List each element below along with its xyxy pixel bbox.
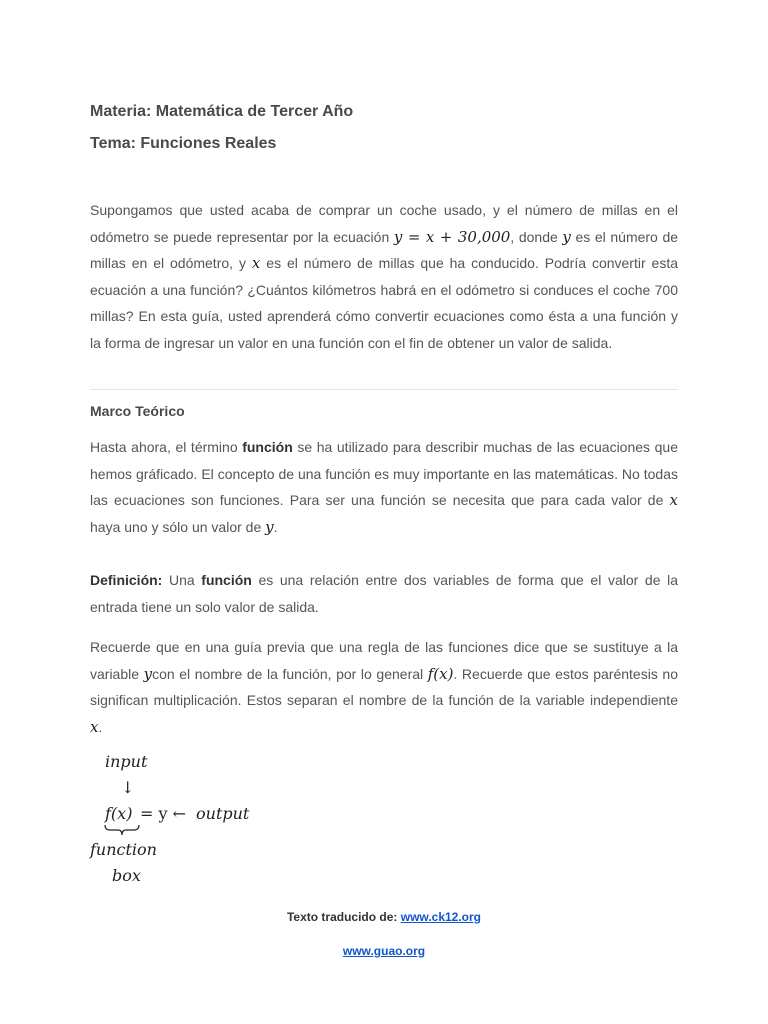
subject-heading: Materia: Matemática de Tercer Año	[90, 103, 354, 120]
diagram-function-label: function	[90, 840, 157, 859]
reminder-paragraph	[90, 634, 678, 740]
reminder-text-2: con el nombre de la función, por lo general	[152, 665, 424, 682]
intro-text-4: es el número de millas que ha conducido. Podría convertir esta ecuación a una función? ¿Cuántos kilómetros habrá en el odómetro si conduces el coche 700 millas? En esta guía, usted aprenderá cómo convertir ecuaciones como ésta a una función y la forma de ingresar un valor en una función con el fin de obtener un valor de salida.	[90, 255, 679, 351]
diagram-output-label: output	[196, 804, 250, 823]
reminder-fx: f(x)	[427, 664, 454, 683]
reminder-text-3: . Recuerde que estos paréntesis no significan multiplicación. Estos separan el nombre de la función de la variable independiente	[90, 665, 678, 708]
guao-link[interactable]: www.guao.org	[342, 944, 426, 958]
definition-bold-term: función	[201, 572, 252, 588]
definition-text-2: es una relación entre dos variables de forma que el valor de la entrada tiene un solo valor de salida.	[90, 572, 678, 615]
definition-paragraph	[90, 567, 678, 620]
theory-text-2: se ha utilizado para describir muchas de las ecuaciones que hemos gráficado. El concepto de una función es muy importante en las matemáticas. No todas las ecuaciones son funciones. Para ser una función se necesita que para cada valor de	[90, 439, 678, 508]
reminder-var-y: y	[143, 664, 153, 683]
theory-text-3: haya uno y sólo un valor de	[90, 518, 262, 535]
section-title: Marco Teórico	[90, 403, 185, 419]
intro-text-3: es el número de millas en el odómetro, y	[90, 228, 679, 271]
theory-var-y: y	[265, 517, 274, 536]
theory-var-x: x	[669, 491, 678, 509]
function-box-diagram	[90, 748, 290, 888]
underbrace-icon	[104, 824, 140, 836]
reminder-var-x: x	[90, 717, 99, 736]
credit-label: Texto traducido de:	[286, 910, 398, 924]
theory-text-4: .	[273, 518, 278, 535]
diagram-equals: = y ←	[140, 804, 187, 823]
ck12-link[interactable]: www.ck12.org	[400, 910, 482, 924]
diagram-input-label: input	[105, 752, 148, 771]
definition-text-1: Una	[168, 572, 195, 588]
intro-equation: y = x + 30,000	[393, 227, 511, 246]
intro-var-y: y	[562, 227, 571, 246]
diagram-fx: f(x)	[105, 804, 133, 823]
intro-text-2: , donde	[510, 228, 558, 245]
reminder-text-4: .	[98, 718, 103, 735]
theory-paragraph	[90, 434, 678, 540]
intro-text-1: Supongamos que usted acaba de comprar un coche usado, y el número de millas en el odómetro se puede representar por la ecuación	[90, 202, 678, 245]
definition-label: Definición:	[90, 572, 163, 588]
intro-paragraph	[90, 197, 678, 356]
translation-credit	[0, 910, 768, 924]
down-arrow-icon: ↓	[121, 778, 135, 797]
theory-text-1: Hasta ahora, el término	[90, 439, 238, 455]
section-divider	[90, 389, 678, 390]
topic-heading: Tema: Funciones Reales	[90, 135, 277, 152]
intro-var-x: x	[251, 254, 261, 272]
theory-bold-term: función	[242, 439, 293, 455]
reminder-text-1: Recuerde que en una guía previa que una regla de las funciones dice que se sustituye a la variable	[90, 639, 678, 682]
guao-footer	[0, 944, 768, 958]
diagram-box-label: box	[112, 866, 141, 885]
